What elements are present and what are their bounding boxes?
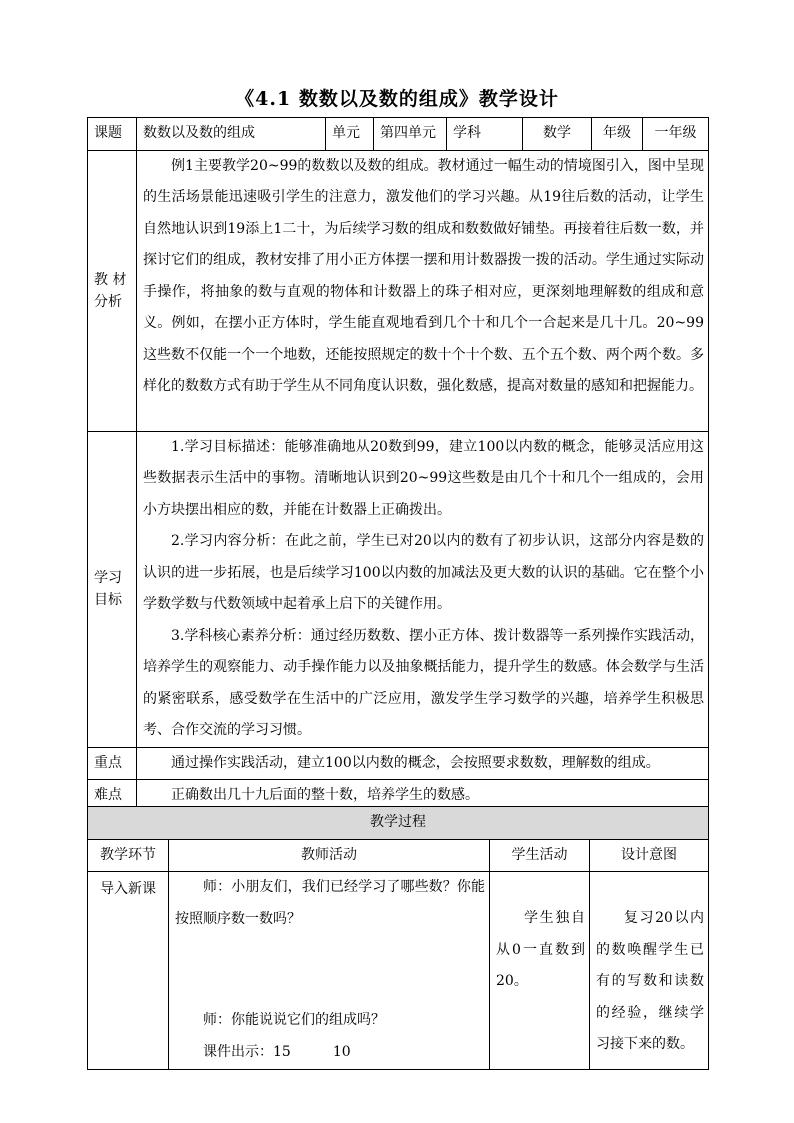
grade-value: 一年级 — [643, 118, 709, 151]
student-activity-cell — [490, 872, 590, 1070]
design-intent-text: 复习20以内的数唤醒学生已有的写数和读数的经验，继续学习接下来的数。 — [596, 910, 704, 1052]
lesson-info-table — [87, 117, 709, 813]
process-column-headers — [88, 839, 709, 872]
analysis-label-line1: 教 材 — [94, 271, 127, 288]
analysis-text: 例1主要教学20~99的数数以及数的组成。教材通过一幅生动的情境图引入，图中呈现的生活场景能迅速吸引学生的注意力，激发他们的学习兴趣。从19往后数的活动，让学生自然地认识到19添上1二十，为后续学习数的组成和数数做好铺垫。再接着往后数一数，并探讨它们的组成，教材安排了用小正方体摆一摆和用计数器拨一拨的活动。学生通过实际动手操作，将抽象的数与直观的物体和计数器上的珠子相对应，更深刻地理解数的组成和意义。例如，在摆小正方体时，学生能直观地看到几个十和几个一合起来是几十几。20~99这些数不仅能一个一个地数，还能按照规定的数十个十个数、五个五个数、两个两个数。多样化的数数方式有助于学生从不同角度认识数，强化数感，提高对数量的感知和把握能力。 — [143, 157, 704, 394]
difficulty-label: 难点 — [88, 780, 137, 813]
process-heading: 教学过程 — [88, 807, 709, 840]
header-row — [88, 118, 709, 151]
student-activity-text: 学生独自从0一直数到20。 — [496, 910, 585, 989]
objectives-label-line1: 学习 — [94, 570, 122, 586]
page-title: 《4.1 数数以及数的组成》教学设计 — [235, 88, 559, 110]
teaching-process-table — [87, 806, 709, 1070]
objective-paragraph-2: 2.学习内容分析：在此之前，学生已对20以内的数有了初步认识，这部分内容是数的认识的进一步拓展，也是后续学习100以内数的加减法及更大数的认识的基础。它在整个小学数学数与代数领域中起着承上启下的关键作用。 — [143, 533, 704, 612]
column-header-intent: 设计意图 — [590, 839, 709, 872]
subject-value: 数学 — [523, 118, 592, 151]
teacher-line-1: 师：小朋友们，我们已经学习了哪些数？你能按照顺序数一数吗？ — [175, 879, 485, 927]
key-point-label: 重点 — [88, 747, 137, 780]
objective-paragraph-3: 3.学科核心素养分析：通过经历数数、摆小正方体、拨计数器等一系列操作实践活动，培养学生的观察能力、动手操作能力以及抽象概括能力，提升学生的数感。体会数学与生活的紧密联系，感受数学在生活中的广泛应用，激发学生学习数学的兴趣，培养学生积极思考、合作交流的学习习惯。 — [143, 627, 704, 738]
grade-label: 年级 — [592, 118, 643, 151]
column-header-stage: 教学环节 — [88, 839, 169, 872]
teacher-line-2: 师：你能说说它们的组成吗？ — [203, 1012, 385, 1028]
topic-label: 课题 — [88, 118, 137, 151]
unit-label: 单元 — [326, 118, 374, 151]
process-heading-row — [88, 807, 709, 840]
column-header-student: 学生活动 — [490, 839, 590, 872]
objectives-label — [88, 431, 137, 747]
topic-value: 数数以及数的组成 — [137, 118, 326, 151]
objectives-row — [88, 431, 709, 747]
analysis-text-cell — [137, 150, 709, 431]
subject-label: 学科 — [447, 118, 523, 151]
objectives-text-cell — [137, 431, 709, 747]
stage-cell: 导入新课 — [88, 872, 169, 1070]
design-intent-cell — [590, 872, 709, 1070]
analysis-row — [88, 150, 709, 431]
difficulty-text: 正确数出几十九后面的整十数，培养学生的数感。 — [171, 787, 479, 803]
teacher-line-3: 课件出示：15 10 — [203, 1043, 351, 1060]
objectives-label-line2: 目标 — [94, 592, 122, 608]
key-point-cell — [137, 747, 709, 780]
teacher-activity-cell — [169, 872, 490, 1070]
key-point-text: 通过操作实践活动，建立100以内数的概念，会按照要求数数，理解数的组成。 — [171, 754, 660, 771]
teacher-spacer — [175, 935, 485, 1005]
key-point-row — [88, 747, 709, 780]
column-header-teacher: 教师活动 — [169, 839, 490, 872]
analysis-label-line2: 分析 — [94, 293, 122, 310]
unit-value: 第四单元 — [374, 118, 447, 151]
table-row — [88, 872, 709, 1070]
objective-paragraph-1: 1.学习目标描述：能够准确地从20数到99，建立100以内数的概念，能够灵活应用这些数据表示生活中的事物。清晰地认识到20~99这些数是由几个十和几个一组成的，会用小方块摆出相应的数，并能在计数器上正确拨出。 — [143, 438, 704, 518]
analysis-label — [88, 150, 137, 431]
